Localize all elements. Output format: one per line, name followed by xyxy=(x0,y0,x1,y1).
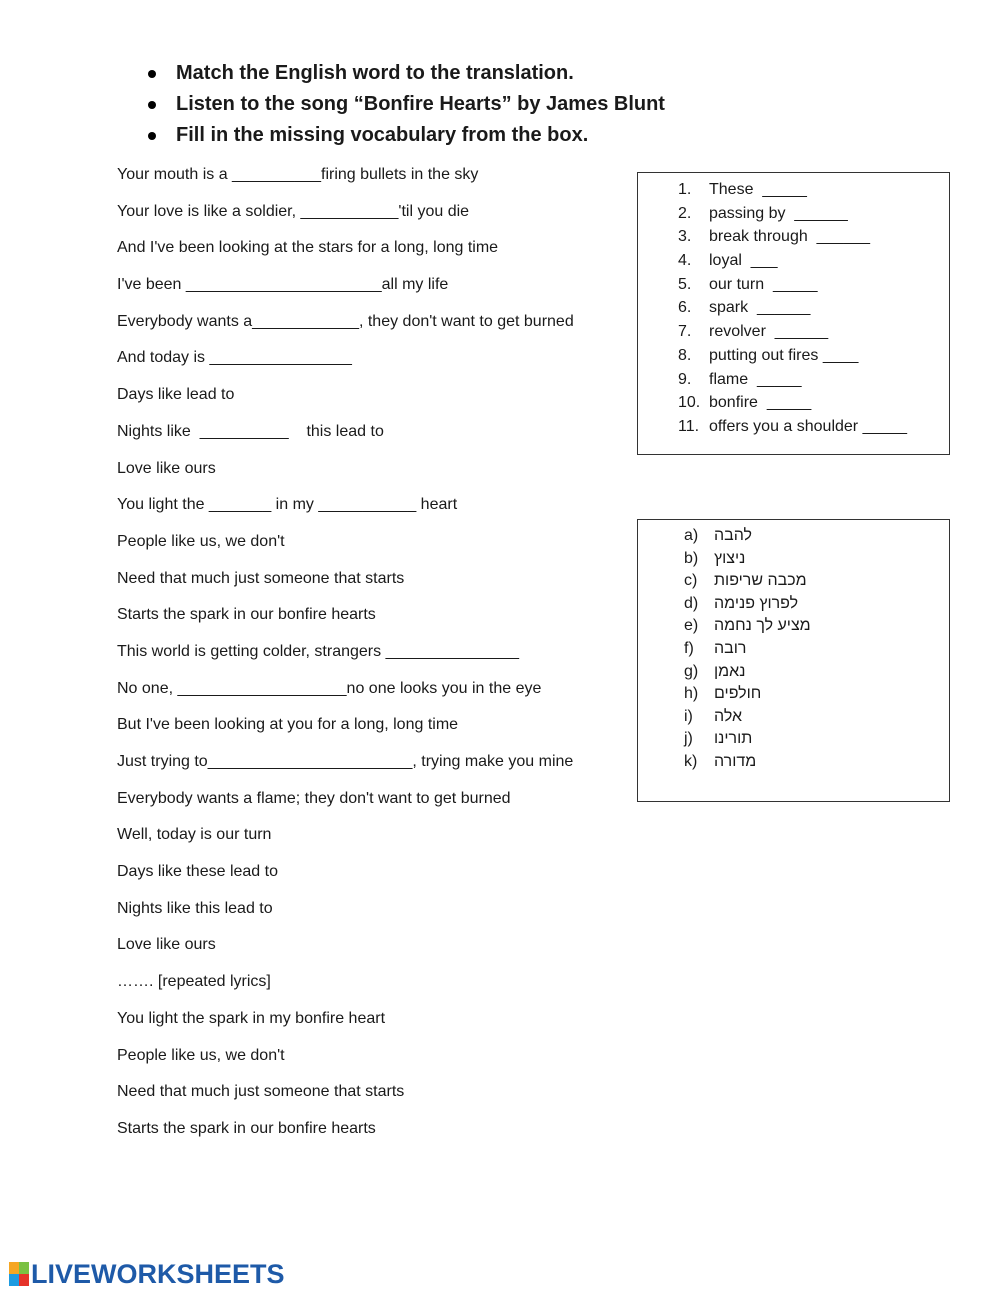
vocab-text: bonfire _____ xyxy=(709,394,812,412)
vocab-text: offers you a shoulder _____ xyxy=(709,417,908,435)
lyric-line: People like us, we don't xyxy=(117,532,285,550)
instruction-item xyxy=(145,58,665,89)
liveworksheets-logo[interactable] xyxy=(9,1258,285,1290)
translation-letter: a) xyxy=(684,527,699,544)
lyric-line: I've been ______________________all my life xyxy=(117,276,449,294)
vocab-text: These _____ xyxy=(709,181,807,198)
translation-text: נאמן xyxy=(714,662,746,680)
translation-item xyxy=(684,728,811,751)
bullet-icon xyxy=(148,132,156,140)
vocab-text: loyal ___ xyxy=(709,252,778,270)
lyric-line: Days like these lead to xyxy=(117,863,278,881)
translation-text: להבה xyxy=(714,527,753,544)
vocab-text: spark ______ xyxy=(709,299,811,317)
lyric-line: Everybody wants a____________, they don't want to get burned xyxy=(117,312,574,330)
lyric-line: Days like lead to xyxy=(117,386,235,404)
instruction-text: Fill in the missing vocabulary from the box. xyxy=(176,124,589,146)
lyric-line: Love like ours xyxy=(117,459,216,477)
lyric-line: Everybody wants a flame; they don't want to get burned xyxy=(117,789,511,807)
translation-item xyxy=(684,661,811,684)
lyric-line: Love like ours xyxy=(117,936,216,954)
lyric-line: You light the _______ in my ___________ heart xyxy=(117,496,458,514)
lyric-line: People like us, we don't xyxy=(117,1046,285,1064)
vocab-number: 3. xyxy=(678,228,692,246)
lyric-line: Well, today is our turn xyxy=(117,826,272,844)
vocab-number: 6. xyxy=(678,299,692,317)
translation-letter: g) xyxy=(684,662,699,680)
translation-letter: j) xyxy=(684,730,693,748)
translation-letter: d) xyxy=(684,594,699,612)
translation-item xyxy=(684,570,811,593)
vocab-item xyxy=(678,202,907,226)
translation-text: מציע לך נחמה xyxy=(714,617,811,635)
vocab-number: 11. xyxy=(678,417,700,435)
translation-item xyxy=(684,638,811,661)
translation-text: חולפים xyxy=(714,685,762,703)
instruction-item xyxy=(145,89,665,120)
lyric-line: Nights like this lead to xyxy=(117,899,273,917)
lyric-line: And today is ________________ xyxy=(117,349,352,367)
translation-text: מדורה xyxy=(714,752,757,770)
vocab-number: 10. xyxy=(678,394,701,412)
vocab-number: 4. xyxy=(678,252,692,270)
translation-box xyxy=(637,519,950,802)
bullet-icon xyxy=(148,70,156,78)
instructions-list xyxy=(145,58,665,151)
lyric-line: Nights like __________ this lead to xyxy=(117,422,384,440)
vocab-item xyxy=(678,368,907,392)
vocab-text: our turn _____ xyxy=(709,275,818,293)
translation-item xyxy=(684,615,811,638)
vocab-item xyxy=(678,178,907,202)
translation-text: תורינו xyxy=(714,730,753,748)
lyric-line: This world is getting colder, strangers _______________ xyxy=(117,642,520,660)
translation-item xyxy=(684,683,811,706)
instruction-text: Match the English word to the translation. xyxy=(176,62,574,84)
translation-item xyxy=(684,548,811,571)
translation-text: רובה xyxy=(714,639,747,657)
lyric-line: Need that much just someone that starts xyxy=(117,1083,405,1101)
vocab-text: revolver ______ xyxy=(709,323,829,341)
translation-item xyxy=(684,593,811,616)
vocab-number: 2. xyxy=(678,204,692,222)
translation-list xyxy=(684,525,811,774)
lyric-line: No one, ___________________no one looks you in the eye xyxy=(117,679,542,697)
lyric-line: And I've been looking at the stars for a long, long time xyxy=(117,239,499,257)
vocab-item xyxy=(678,320,907,344)
song-lyrics xyxy=(117,160,574,1151)
vocab-number: 1. xyxy=(678,181,692,198)
vocab-item xyxy=(678,415,907,439)
translation-letter: e) xyxy=(684,617,699,635)
instruction-text: Listen to the song “Bonfire Hearts” by James Blunt xyxy=(176,93,665,115)
translation-item xyxy=(684,525,811,548)
vocab-item xyxy=(678,225,907,249)
vocab-number: 5. xyxy=(678,275,692,293)
translation-letter: k) xyxy=(684,752,698,770)
translation-letter: h) xyxy=(684,685,699,703)
vocab-text: break through ______ xyxy=(709,228,871,246)
lyric-line: Your mouth is a __________firing bullets in the sky xyxy=(117,166,479,183)
vocab-item xyxy=(678,249,907,273)
lyric-line: ……. [repeated lyrics] xyxy=(117,973,271,991)
vocabulary-list xyxy=(678,178,907,439)
vocab-item xyxy=(678,344,907,368)
vocab-text: putting out fires ____ xyxy=(709,346,859,364)
vocab-item xyxy=(678,296,907,320)
instruction-item xyxy=(145,120,665,151)
translation-letter: f) xyxy=(684,639,694,657)
translation-text: ניצוץ xyxy=(714,549,746,567)
translation-letter: b) xyxy=(684,549,699,567)
translation-text: לפרוץ פנימה xyxy=(714,594,799,612)
translation-text: אלה xyxy=(714,707,743,725)
lyric-line: Just trying to_______________________, trying make you mine xyxy=(117,753,574,770)
vocab-text: flame _____ xyxy=(709,370,802,388)
translation-letter: i) xyxy=(684,707,693,725)
vocab-number: 8. xyxy=(678,346,692,364)
lyric-line: Need that much just someone that starts xyxy=(117,569,405,587)
lyric-line: Starts the spark in our bonfire hearts xyxy=(117,1119,376,1137)
logo-text: LIVEWORKSHEETS xyxy=(31,1258,285,1289)
vocab-number: 7. xyxy=(678,323,692,341)
vocab-number: 9. xyxy=(678,370,692,388)
vocab-item xyxy=(678,273,907,297)
vocab-item xyxy=(678,391,907,415)
translation-letter: c) xyxy=(684,572,698,590)
lyric-line: But I've been looking at you for a long, long time xyxy=(117,716,459,734)
translation-item xyxy=(684,706,811,729)
lyric-line: Your love is like a soldier, ___________'til you die xyxy=(117,202,470,220)
liveworksheets-logo-icon xyxy=(9,1262,29,1286)
lyric-line: You light the spark in my bonfire heart xyxy=(117,1009,386,1027)
translation-text: מכבה שריפות xyxy=(714,572,807,590)
translation-item xyxy=(684,751,811,774)
vocabulary-box xyxy=(637,172,950,455)
bullet-icon xyxy=(148,101,156,109)
vocab-text: passing by ______ xyxy=(709,204,848,222)
lyric-line: Starts the spark in our bonfire hearts xyxy=(117,606,376,624)
